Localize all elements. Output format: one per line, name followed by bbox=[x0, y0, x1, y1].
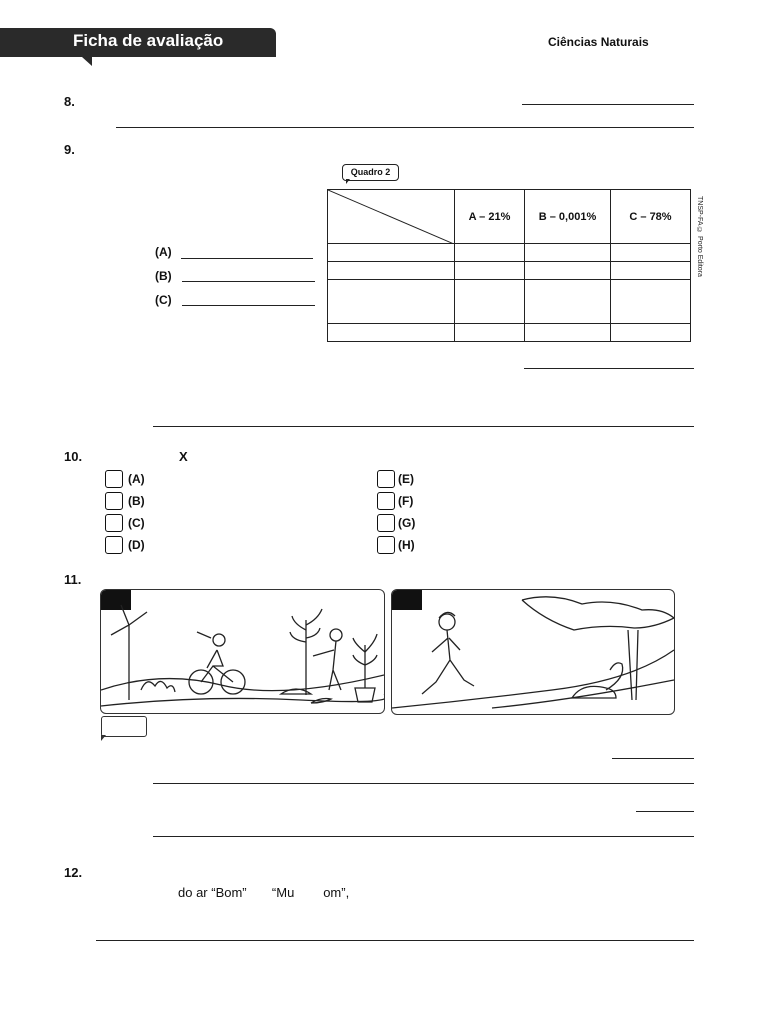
image-label-badge bbox=[101, 716, 147, 737]
cyclist-tree-planting-illustration bbox=[101, 590, 384, 713]
quadro-2-table bbox=[327, 189, 691, 342]
option-label-f: (F) bbox=[398, 494, 414, 508]
table-corner-cell bbox=[328, 190, 455, 244]
question-8-number: 8. bbox=[64, 94, 75, 109]
q9-answer-line-a[interactable] bbox=[181, 258, 313, 259]
option-label-a: (A) bbox=[128, 472, 145, 486]
table-cell[interactable] bbox=[611, 280, 691, 324]
table-cell[interactable] bbox=[525, 280, 611, 324]
table-row-label bbox=[328, 280, 455, 324]
header-notch bbox=[82, 57, 92, 66]
table-cell[interactable] bbox=[455, 280, 525, 324]
q9-label-c: (C) bbox=[155, 293, 172, 307]
q11-answer-line-1[interactable] bbox=[612, 758, 694, 759]
image-label-badge-tail bbox=[101, 735, 106, 741]
table-cell[interactable] bbox=[611, 244, 691, 262]
checkbox-a[interactable] bbox=[105, 470, 123, 488]
q11-answer-line-2[interactable] bbox=[153, 783, 694, 784]
q9-answer-line-2[interactable] bbox=[153, 426, 694, 427]
q9-answer-line-1[interactable] bbox=[524, 368, 694, 369]
question-12-number: 12. bbox=[64, 865, 83, 880]
illustration-panel-left bbox=[100, 589, 385, 714]
q9-answer-line-b[interactable] bbox=[182, 281, 315, 282]
q9-label-a: (A) bbox=[155, 245, 172, 259]
table-row-label bbox=[328, 324, 455, 342]
option-label-g: (G) bbox=[398, 516, 416, 530]
runner-skunk-illustration bbox=[392, 590, 674, 714]
option-label-b: (B) bbox=[128, 494, 145, 508]
checkbox-b[interactable] bbox=[105, 492, 123, 510]
corner-diagonal bbox=[328, 190, 454, 244]
q10-mark-symbol: X bbox=[179, 449, 188, 464]
option-label-e: (E) bbox=[398, 472, 414, 486]
worksheet-title: Ficha de avaliação bbox=[73, 31, 224, 50]
checkbox-h[interactable] bbox=[377, 536, 395, 554]
header-tab bbox=[0, 28, 276, 57]
checkbox-g[interactable] bbox=[377, 514, 395, 532]
q12-text-fragment: do ar “Bom” “Mu om”, bbox=[178, 885, 350, 900]
quadro-2-tag: Quadro 2 bbox=[342, 164, 399, 181]
checkbox-c[interactable] bbox=[105, 514, 123, 532]
checkbox-f[interactable] bbox=[377, 492, 395, 510]
publisher-credit: TNSP-FA © Porto Editora bbox=[696, 196, 703, 277]
q12-answer-line[interactable] bbox=[96, 940, 694, 941]
table-cell[interactable] bbox=[455, 244, 525, 262]
question-10-number: 10. bbox=[64, 449, 83, 464]
quadro-2-tag-tail bbox=[346, 179, 350, 184]
q11-answer-line-3[interactable] bbox=[636, 811, 694, 812]
table-cell[interactable] bbox=[611, 324, 691, 342]
illustration-panel-right bbox=[391, 589, 675, 715]
table-header-a: A – 21% bbox=[455, 190, 525, 244]
table-cell[interactable] bbox=[525, 262, 611, 280]
table-cell[interactable] bbox=[525, 324, 611, 342]
option-label-d: (D) bbox=[128, 538, 145, 552]
q8-answer-line-2[interactable] bbox=[116, 127, 694, 128]
table-row-label bbox=[328, 262, 455, 280]
checkbox-e[interactable] bbox=[377, 470, 395, 488]
option-label-c: (C) bbox=[128, 516, 145, 530]
checkbox-d[interactable] bbox=[105, 536, 123, 554]
table-header-b: B – 0,001% bbox=[525, 190, 611, 244]
table-cell[interactable] bbox=[455, 262, 525, 280]
q9-answer-line-c[interactable] bbox=[182, 305, 315, 306]
q8-answer-line-1[interactable] bbox=[522, 104, 694, 105]
option-label-h: (H) bbox=[398, 538, 415, 552]
table-row-label bbox=[328, 244, 455, 262]
subject-label: Ciências Naturais bbox=[548, 35, 649, 49]
q9-label-b: (B) bbox=[155, 269, 172, 283]
table-cell[interactable] bbox=[611, 262, 691, 280]
question-9-number: 9. bbox=[64, 142, 75, 157]
table-cell[interactable] bbox=[525, 244, 611, 262]
q11-answer-line-4[interactable] bbox=[153, 836, 694, 837]
table-cell[interactable] bbox=[455, 324, 525, 342]
table-header-c: C – 78% bbox=[611, 190, 691, 244]
question-11-number: 11. bbox=[64, 572, 82, 587]
